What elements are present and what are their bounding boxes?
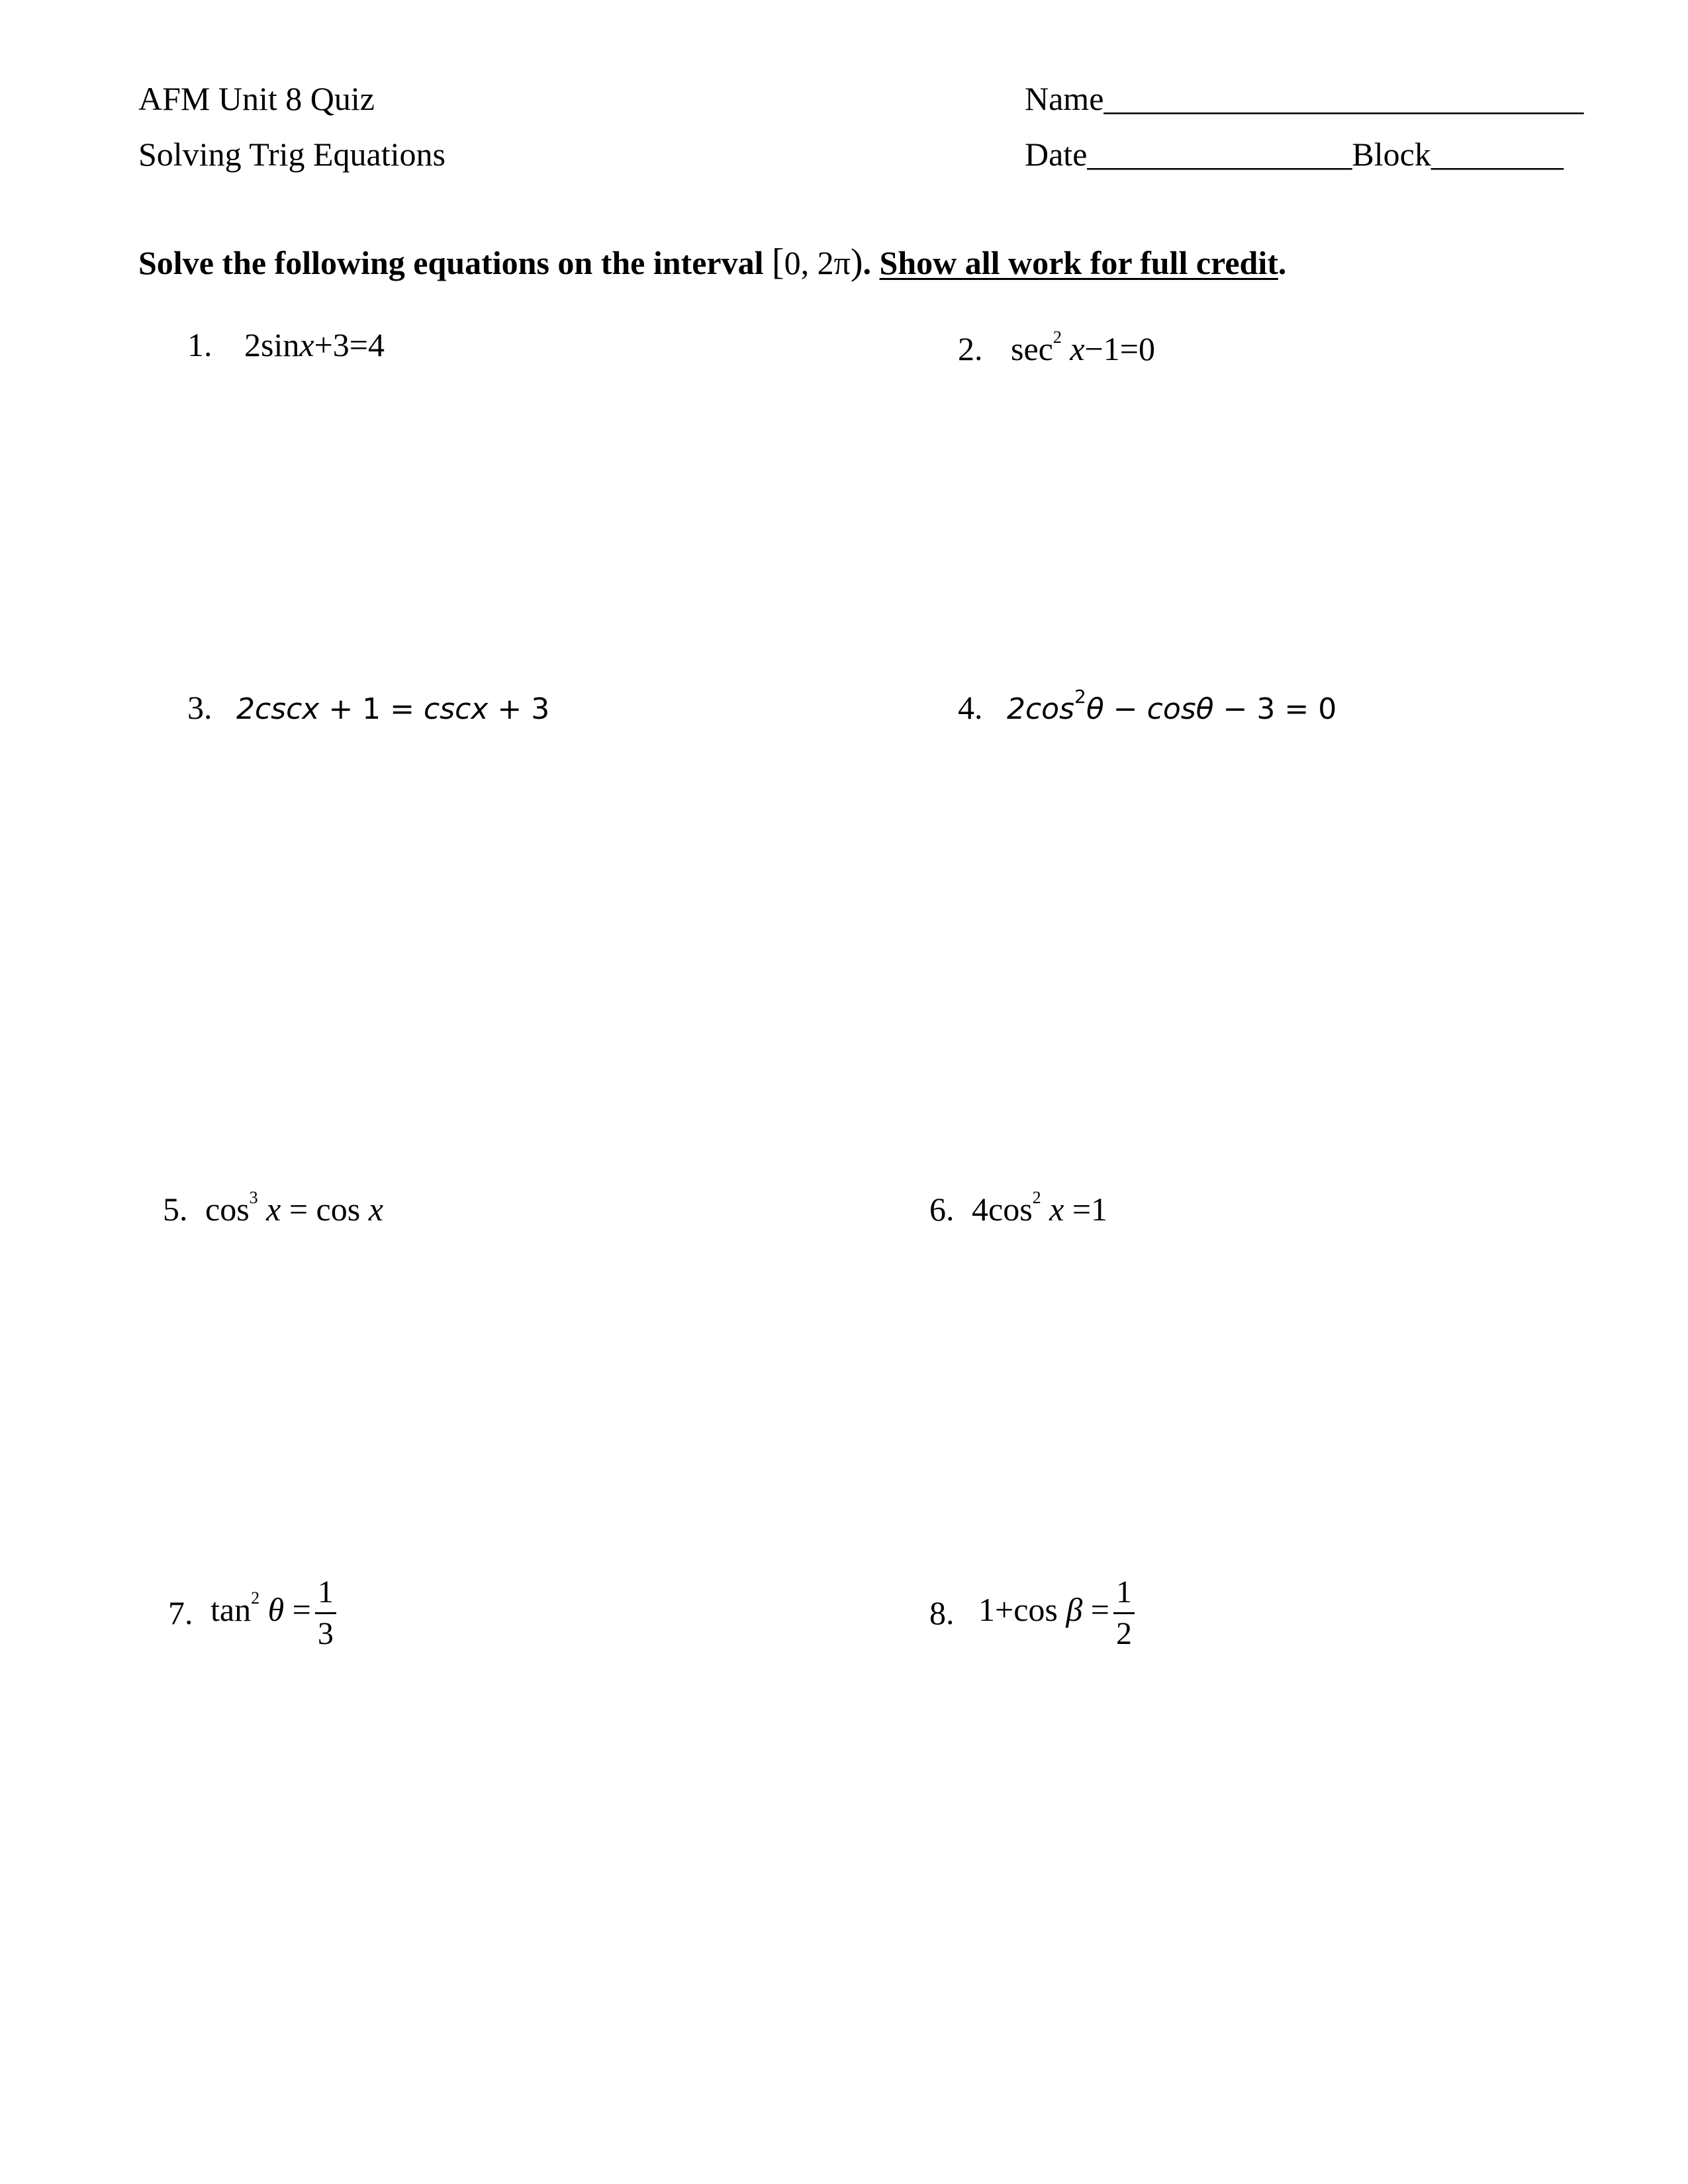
problem-equation: 1+cos β = $\frac{1}{2}$ — [978, 1575, 1135, 1651]
date-blank-line[interactable]: ________________ — [1087, 136, 1352, 173]
problem-equation: 2cscx + 1 = cscx + 3 — [236, 692, 550, 726]
problem-equation: $\cos^3 x = \cos x$ — [205, 1188, 383, 1228]
block-blank-line[interactable]: ________ — [1430, 136, 1564, 173]
problem-number: 5. — [163, 1191, 188, 1228]
instructions-end-period: . — [1278, 244, 1287, 281]
name-label: Name — [1025, 80, 1104, 117]
problem-equation: $4\cos^2$ x =1 — [972, 1188, 1108, 1228]
interval-close-paren: ) — [850, 242, 863, 283]
problem-equation: $\tan^2 \theta$ = $\frac{1}{3}$ — [211, 1575, 336, 1651]
problem-4 — [958, 686, 1337, 726]
instructions-emphasis: Show all work for full credit — [879, 244, 1278, 281]
name-blank-line[interactable]: _____________________________ — [1103, 80, 1584, 117]
interval-open-bracket: [ — [771, 242, 784, 283]
quiz-title: AFM Unit 8 Quiz — [138, 80, 375, 117]
date-label: Date — [1025, 136, 1088, 173]
problem-number: 7. — [168, 1594, 193, 1632]
problem-equation: $2\cos^2\theta - \cos\theta - 3 = 0$ — [1007, 686, 1337, 726]
problem-number: 2. — [958, 330, 983, 367]
problem-number: 3. — [187, 689, 212, 726]
date-block-field[interactable] — [1025, 138, 1564, 171]
interval-body: 0, 2π — [784, 244, 851, 281]
problem-7 — [168, 1575, 336, 1651]
problem-number: 4. — [958, 689, 983, 726]
fraction: $\frac{1}{3}$ — [315, 1575, 336, 1651]
problem-1 — [187, 328, 385, 361]
problem-number: 6. — [929, 1191, 955, 1228]
quiz-subtitle: Solving Trig Equations — [138, 136, 445, 173]
instructions-period: . — [863, 244, 872, 281]
problem-number: 1. — [187, 326, 212, 363]
problem-2 — [958, 328, 1155, 367]
name-field[interactable] — [1025, 82, 1583, 115]
instructions-lead: Solve the following equations on the interval — [138, 244, 772, 281]
block-label: Block — [1352, 136, 1431, 173]
problem-equation: $\sec^2 x-1=0$ — [1011, 328, 1155, 367]
fraction: $\frac{1}{2}$ — [1113, 1575, 1135, 1651]
problem-5 — [163, 1188, 383, 1228]
problem-3 — [187, 691, 549, 724]
problem-8 — [929, 1575, 1135, 1651]
instructions — [138, 244, 1286, 281]
problem-6 — [929, 1188, 1108, 1228]
problem-number: 8. — [929, 1594, 955, 1632]
problem-equation: 2sinx+3=4 — [244, 326, 385, 363]
